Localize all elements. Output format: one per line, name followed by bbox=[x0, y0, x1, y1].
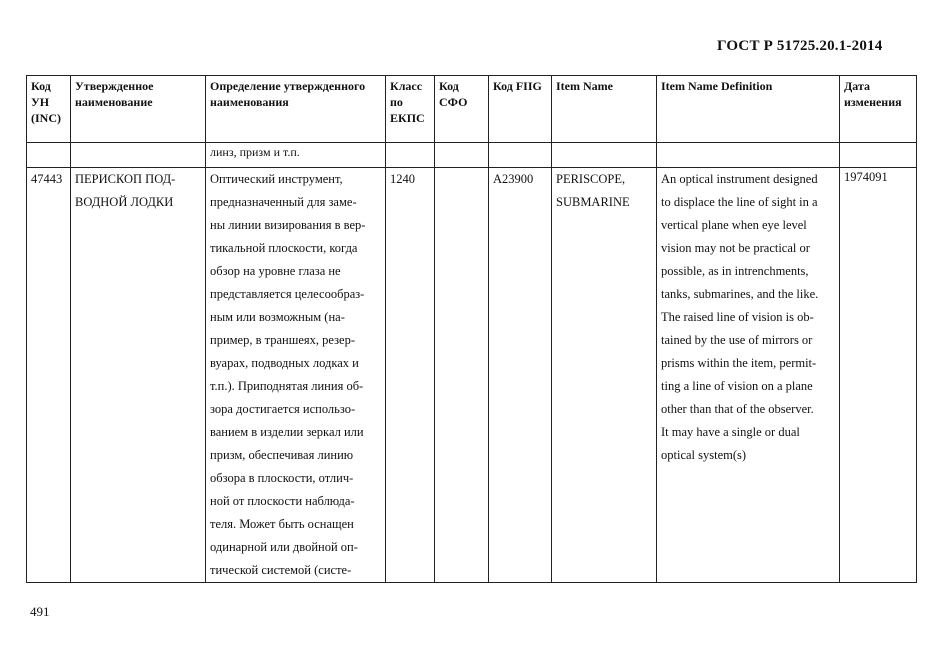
definition-line: одинарной или двойной оп- bbox=[210, 540, 358, 554]
item-definition-line: tained by the use of mirrors or bbox=[661, 333, 813, 347]
page-number: 491 bbox=[30, 604, 50, 619]
col-header-fiig: Код FIIG bbox=[489, 76, 552, 143]
col-header-name: Утвержденное наименование bbox=[71, 76, 206, 143]
item-definition-line: other than that of the observer. bbox=[661, 402, 814, 416]
cell-name bbox=[71, 168, 206, 583]
item-name-line: SUBMARINE bbox=[556, 195, 630, 209]
table-row bbox=[27, 168, 917, 583]
col-header-date: Дата изменения bbox=[840, 76, 917, 143]
cell-ekps-class: 1240 bbox=[386, 168, 435, 583]
definition-line: представляется целесообраз- bbox=[210, 287, 365, 301]
definition-line: Оптический инструмент, bbox=[210, 172, 343, 186]
col-header-item-definition: Item Name Definition bbox=[657, 76, 840, 143]
definition-line: т.п.). Приподнятая линия об- bbox=[210, 379, 364, 393]
item-definition-line: tanks, submarines, and the like. bbox=[661, 287, 819, 301]
definition-line: обзор на уровне глаза не bbox=[210, 264, 341, 278]
item-definition-line: It may have a single or dual bbox=[661, 425, 800, 439]
definition-line: ным или возможным (на- bbox=[210, 310, 345, 324]
definition-line: вуарах, подводных лодках и bbox=[210, 356, 359, 370]
item-definition-line: vertical plane when eye level bbox=[661, 218, 807, 232]
item-definition-line: vision may not be practical or bbox=[661, 241, 810, 255]
col-header-sfo: Код СФО bbox=[435, 76, 489, 143]
continuation-row bbox=[27, 143, 917, 168]
cell-fiig: A23900 bbox=[489, 168, 552, 583]
cell-item-name bbox=[552, 168, 657, 583]
cell-inc: 47443 bbox=[27, 168, 71, 583]
item-definition-line: possible, as in intrenchments, bbox=[661, 264, 809, 278]
definition-line: тической системой (систе- bbox=[210, 563, 352, 577]
definition-line: тикальной плоскости, когда bbox=[210, 241, 358, 255]
catalog-table bbox=[26, 75, 917, 583]
item-name-line: PERISCOPE, bbox=[556, 172, 626, 186]
definition-line: ной от плоскости наблюда- bbox=[210, 494, 355, 508]
document-code: ГОСТ Р 51725.20.1-2014 bbox=[717, 38, 883, 54]
definition-line: теля. Может быть оснащен bbox=[210, 517, 354, 531]
definition-line: призм, обеспечивая линию bbox=[210, 448, 354, 462]
definition-line: ванием в изделии зеркал или bbox=[210, 425, 364, 439]
col-header-definition: Определение утвержденного наименования bbox=[206, 76, 386, 143]
definition-line: предназначенный для заме- bbox=[210, 195, 357, 209]
col-header-item-name: Item Name bbox=[552, 76, 657, 143]
continuation-definition: линз, призм и т.п. bbox=[206, 143, 386, 168]
col-header-inc: Код УН (INC) bbox=[27, 76, 71, 143]
cell-sfo bbox=[435, 168, 489, 583]
definition-line: пример, в траншеях, резер- bbox=[210, 333, 355, 347]
item-definition-line: An optical instrument designed bbox=[661, 172, 818, 186]
definition-line: ны линии визирования в вер- bbox=[210, 218, 366, 232]
item-definition-line: prisms within the item, permit- bbox=[661, 356, 817, 370]
name-line: ВОДНОЙ ЛОДКИ bbox=[75, 195, 174, 209]
cell-item-definition bbox=[657, 168, 840, 583]
item-definition-line: The raised line of vision is ob- bbox=[661, 310, 814, 324]
cell-date: 1974091 bbox=[840, 168, 917, 583]
item-definition-line: ting a line of vision on a plane bbox=[661, 379, 813, 393]
col-header-ekps: Класс по ЕКПС bbox=[386, 76, 435, 143]
header-row bbox=[27, 76, 917, 143]
item-definition-line: optical system(s) bbox=[661, 448, 747, 462]
name-line: ПЕРИСКОП ПОД- bbox=[75, 172, 176, 186]
item-definition-line: to displace the line of sight in a bbox=[661, 195, 818, 209]
cell-definition bbox=[206, 168, 386, 583]
definition-line: обзора в плоскости, отлич- bbox=[210, 471, 354, 485]
definition-line: зора достигается использо- bbox=[210, 402, 356, 416]
